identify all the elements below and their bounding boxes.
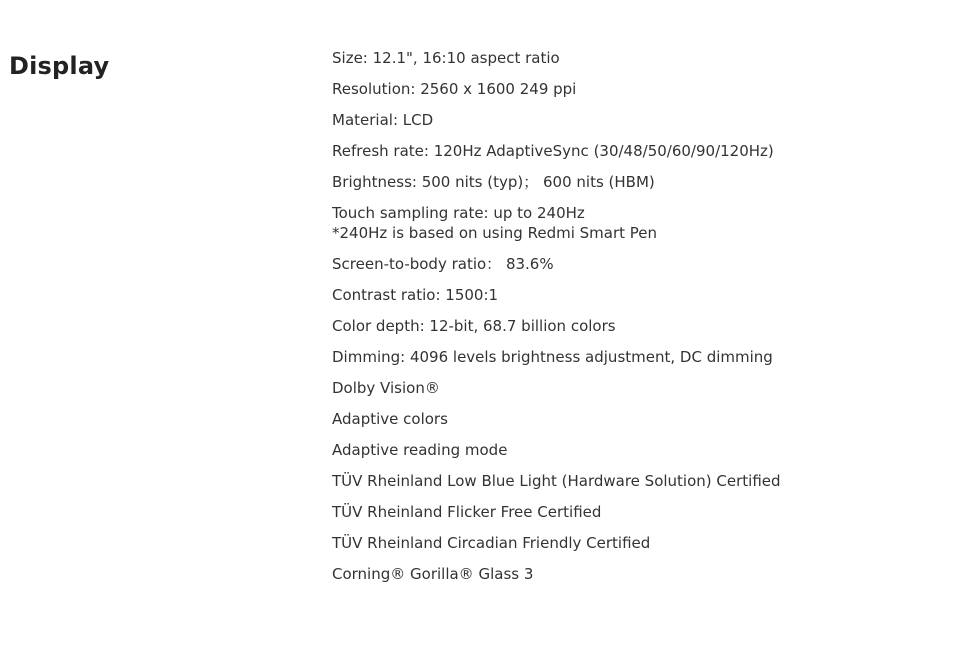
spec-resolution: Resolution: 2560 x 1600 249 ppi (332, 80, 577, 98)
spec-color-depth: Color depth: 12-bit, 68.7 billion colors (332, 317, 616, 335)
spec-size: Size: 12.1", 16:10 aspect ratio (332, 49, 560, 67)
spec-contrast: Contrast ratio: 1500:1 (332, 286, 499, 304)
spec-touch-sampling-note: *240Hz is based on using Redmi Smart Pen (332, 224, 658, 242)
spec-refresh-rate: Refresh rate: 120Hz AdaptiveSync (30/48/50/60/90/120Hz) (332, 142, 774, 160)
spec-material: Material: LCD (332, 111, 434, 129)
spec-list (332, 48, 942, 595)
spec-adaptive-colors: Adaptive colors (332, 410, 448, 428)
spec-dimming: Dimming: 4096 levels brightness adjustment, DC dimming (332, 348, 773, 366)
spec-gorilla-glass: Corning® Gorilla® Glass 3 (332, 565, 534, 583)
spec-dolby-vision: Dolby Vision® (332, 379, 440, 397)
spec-tuv-circadian: TÜV Rheinland Circadian Friendly Certified (332, 534, 651, 552)
section-title: Display (9, 52, 110, 80)
spec-brightness: Brightness: 500 nits (typ)； 600 nits (HBM) (332, 173, 655, 191)
spec-tuv-flicker-free: TÜV Rheinland Flicker Free Certified (332, 503, 602, 521)
spec-screen-to-body: Screen-to-body ratio： 83.6% (332, 255, 554, 273)
spec-touch-sampling-label: Touch sampling rate: up to 240Hz (332, 204, 585, 222)
spec-adaptive-reading: Adaptive reading mode (332, 441, 508, 459)
spec-touch-sampling (332, 203, 942, 243)
spec-tuv-low-blue-light: TÜV Rheinland Low Blue Light (Hardware Solution) Certified (332, 472, 781, 490)
